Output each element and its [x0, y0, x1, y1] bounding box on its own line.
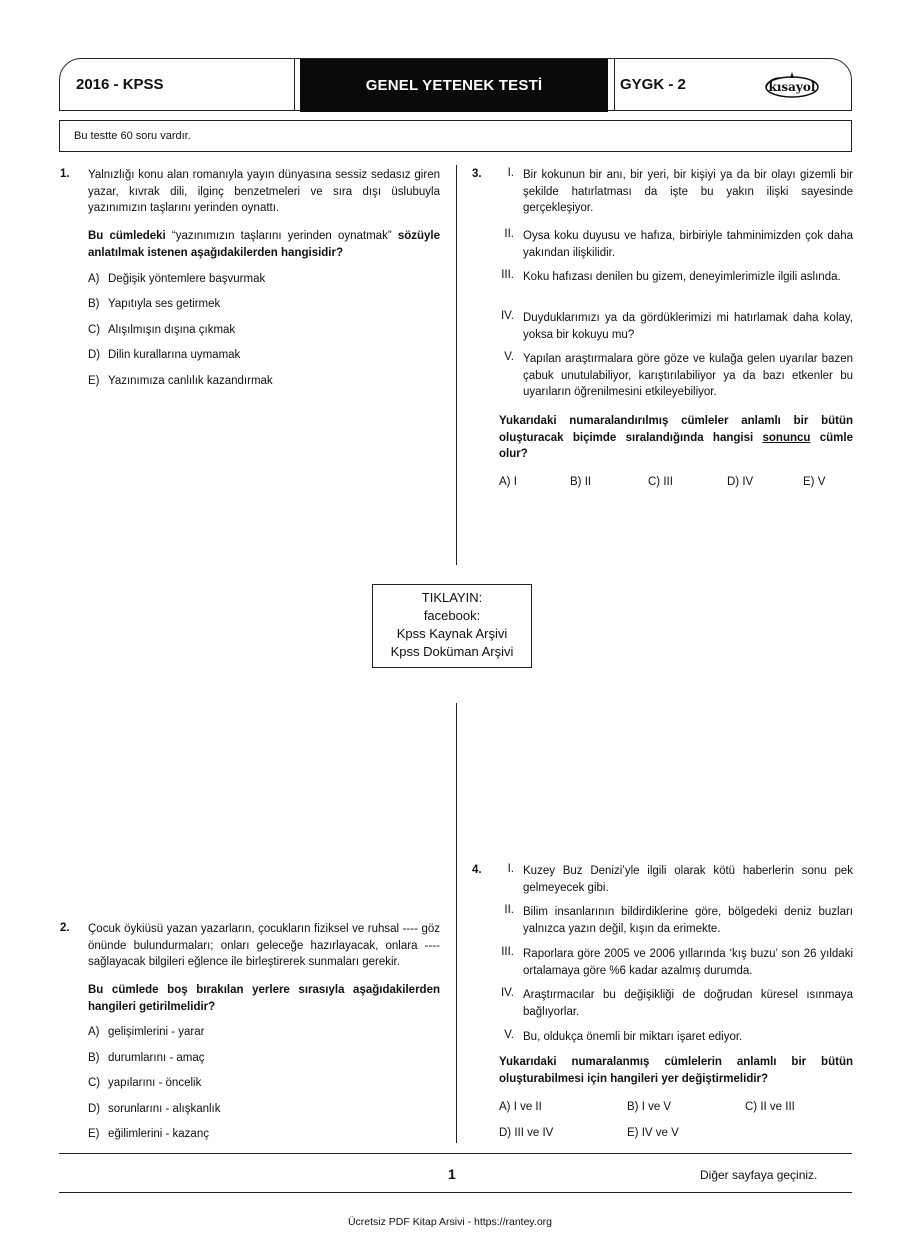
option-e[interactable] [88, 375, 273, 387]
option-text: IV ve V [641, 1127, 679, 1139]
option-text: Yazınımıza canlılık kazandırmak [108, 375, 273, 387]
sentence: Oysa koku duyusu ve hafıza, birbiriyle tahminimizden çok daha yakından ilişkilidir. [523, 230, 853, 259]
option-text: durumlarını - amaç [108, 1052, 205, 1064]
sentence: Bu, oldukça önemli bir miktarı işaret ediyor. [523, 1031, 743, 1043]
sentence: Kuzey Buz Denizi’yle ilgili olarak kötü haberlerin sonu pek gelmeyecek gibi. [523, 865, 853, 894]
sentence: Koku hafızası denilen bu gizem, deneyimlerimizle ilgili aslında. [523, 271, 841, 283]
question-count-note: Bu testte 60 soru vardır. [74, 130, 191, 142]
credit-line: Ücretsiz PDF Kitap Arsivi - https://rantey.org [347, 1216, 553, 1228]
facebook-promo-box[interactable] [372, 584, 532, 668]
option-d[interactable] [727, 476, 753, 488]
sentence: Raporlara göre 2005 ve 2006 yıllarında ‘kış buzu’ son 26 yıldaki ortalamaya göre %6 kadar azalmış durumda. [523, 948, 853, 977]
option-letter: A) [88, 273, 100, 285]
promo-line: facebook: [423, 608, 481, 623]
option-letter: E) [627, 1127, 639, 1139]
option-letter: A) [499, 476, 511, 488]
test-code: GYGK - 2 [620, 76, 686, 93]
option-text: gelişimlerini - yarar [108, 1026, 205, 1038]
option-c[interactable] [88, 324, 235, 336]
stem-bold: Bu cümledeki [88, 230, 166, 242]
question-number: 1. [60, 168, 70, 180]
option-text: II [584, 476, 592, 488]
option-text: IV [742, 476, 754, 488]
option-letter: E) [88, 375, 100, 387]
option-text: I ve II [513, 1101, 542, 1113]
question-number: 2. [60, 922, 70, 934]
roman-numeral: I. [507, 863, 514, 875]
header-divider [614, 59, 615, 111]
stem-text: Yukarıdaki numaralandırılmış cümleler anlamlı bir bütün oluşturacak biçimde sıralandığında hangisi [499, 415, 853, 444]
sentence: Yapılan araştırmalara göre göze ve kulağa gelen uyarılar bazen çabuk unutulabiliyor, karıştırılabiliyor ya da bazı etkenler bu uyarıların öğrenilmesini etkileyebiliyor. [523, 353, 853, 398]
exam-label: 2016 - KPSS [76, 76, 164, 93]
promo-line: Kpss Doküman Arşivi [390, 644, 514, 659]
info-box [59, 120, 852, 152]
option-d[interactable] [88, 1103, 221, 1115]
kisayol-logo [760, 70, 824, 102]
roman-numeral: II. [504, 904, 514, 916]
option-letter: A) [88, 1026, 100, 1038]
stem-underlined: sonuncu [762, 431, 811, 444]
question-4-stem: Yukarıdaki numaralanmış cümlelerin anlamlı bir bütün oluşturabilmesi için hangileri yer değiştirmelidir? [499, 1056, 853, 1085]
logo-text: kısayol [768, 80, 816, 94]
sentence: Bir kokunun bir anı, bir yeri, bir kişiyi ya da bir olayı gizemli bir şekilde hatırlatması da işte bu yakın ilişki sayesinde gerçekleşiyor. [523, 169, 853, 214]
option-letter: C) [88, 324, 101, 336]
stem-quote: “yazınımızın taşlarını yerinden oynatmak” [165, 230, 398, 242]
option-letter: D) [499, 1127, 512, 1139]
option-text: III ve IV [514, 1127, 554, 1139]
exam-label-cell [60, 59, 294, 110]
sentence: Araştırmacılar bu değişikliği de doğrudan küresel ısınmaya bağlıyorlar. [523, 989, 853, 1018]
option-text: Değişik yöntemlere başvurmak [108, 273, 266, 285]
roman-numeral: V. [504, 1029, 514, 1041]
option-letter: D) [727, 476, 740, 488]
footer-rule [59, 1192, 852, 1193]
question-2-stem: Bu cümlede boş bırakılan yerlere sırasıyla aşağıdakilerden hangileri getirilmelidir? [88, 984, 440, 1013]
option-text: Dilin kurallarına uymamak [108, 349, 241, 361]
option-e[interactable] [803, 476, 825, 488]
option-letter: B) [88, 298, 100, 310]
option-letter: B) [88, 1052, 100, 1064]
option-text: I [513, 476, 517, 488]
option-text: Yapıtıyla ses getirmek [108, 298, 221, 310]
roman-numeral: III. [501, 269, 514, 281]
option-b[interactable] [570, 476, 591, 488]
question-number: 4. [472, 864, 482, 876]
page-number: 1 [448, 1166, 456, 1182]
question-number: 3. [472, 168, 482, 180]
option-b[interactable] [627, 1101, 671, 1113]
roman-numeral: I. [507, 167, 514, 179]
question-2-passage: Çocuk öykiüsü yazan yazarların, çocukların fiziksel ve ruhsal ---- göz önünde bulundurmaları; onları geleceğe hazırlayacak, onlara ---- sağlayacak bilgileri eğlence ile birleştirerek sunmaları gerekir. [88, 923, 440, 968]
option-a[interactable] [499, 1101, 542, 1113]
option-a[interactable] [88, 273, 265, 285]
option-c[interactable] [745, 1101, 795, 1113]
stem-text: cümle olur? [499, 431, 853, 460]
header-divider [294, 59, 295, 111]
option-text: sorunlarını - alışkanlık [108, 1103, 221, 1115]
option-text: Alışılmışın dışına çıkmak [108, 324, 236, 336]
roman-numeral: II. [504, 228, 514, 240]
sentence: Duyduklarımızı ya da gördüklerimizi mi hatırlamak daha kolay, yoksa bir kokuyu mu? [523, 312, 853, 341]
roman-numeral: III. [501, 946, 514, 958]
question-1-stem [88, 228, 440, 261]
roman-numeral: V. [504, 351, 514, 363]
option-letter: C) [745, 1101, 758, 1113]
option-letter: B) [570, 476, 582, 488]
roman-numeral: IV. [500, 310, 514, 322]
option-letter: B) [627, 1101, 639, 1113]
option-letter: C) [88, 1077, 101, 1089]
option-c[interactable] [648, 476, 673, 488]
option-a[interactable] [88, 1026, 205, 1038]
option-text: eğilimlerini - kazanç [108, 1128, 209, 1140]
option-text: yapılarını - öncelik [108, 1077, 202, 1089]
option-text: I ve V [641, 1101, 672, 1113]
option-e[interactable] [627, 1127, 679, 1139]
option-letter: A) [499, 1101, 511, 1113]
option-text: III [663, 476, 673, 488]
stem-bold: sözüyle anlatılmak istenen aşağıdakilerden hangisidir? [88, 230, 440, 259]
option-e[interactable] [88, 1128, 209, 1140]
option-letter: E) [803, 476, 815, 488]
promo-line: Kpss Kaynak Arşivi [396, 626, 508, 641]
option-letter: E) [88, 1128, 100, 1140]
roman-numeral: IV. [500, 987, 514, 999]
option-a[interactable] [499, 476, 517, 488]
option-c[interactable] [88, 1077, 201, 1089]
option-letter: D) [88, 1103, 101, 1115]
column-divider [456, 703, 457, 1143]
question-3-stem [499, 413, 853, 463]
option-letter: C) [648, 476, 661, 488]
option-b[interactable] [88, 298, 220, 310]
sentence: Bilim insanlarının bildirdiklerine göre, bölgedeki deniz buzları yalnızca yazın değil, kışın da erimekte. [523, 906, 853, 935]
next-page-note: Diğer sayfaya geçiniz. [700, 1168, 818, 1182]
option-d[interactable] [499, 1127, 553, 1139]
option-d[interactable] [88, 349, 240, 361]
option-b[interactable] [88, 1052, 205, 1064]
footer-rule [59, 1153, 852, 1154]
promo-line: TIKLAYIN: [421, 590, 483, 605]
question-1-passage: Yalnızlığı konu alan romanıyla yayın dünyasına sessiz sedasız giren yazar, kıvrak dili, ilginç benzetmeleri ve sıra dışı üslubuyla yazınımızın taşlarını yerinden oynattı. [88, 169, 440, 214]
column-divider [456, 165, 457, 565]
option-text: V [817, 476, 826, 488]
option-letter: D) [88, 349, 101, 361]
test-title: GENEL YETENEK TESTİ [300, 59, 608, 112]
option-text: II ve III [760, 1101, 795, 1113]
